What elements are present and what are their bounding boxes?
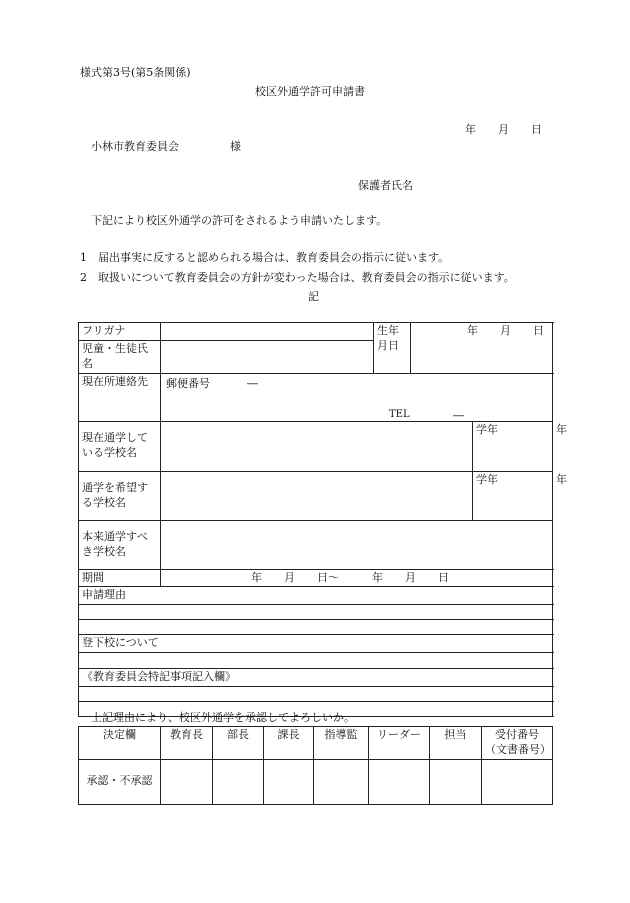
reason-label: 申請理由 — [79, 587, 553, 605]
addressee: 小林市教育委員会 — [91, 140, 179, 153]
postal-code-label: 郵便番号 — [166, 376, 210, 390]
col-receipt — [482, 727, 553, 760]
application-table: フリガナ 生年月日 年 月 日 児童・生徒氏名 現在所連絡先 郵便番号 ― TEL ― 現在通学している学校名 学年 年 通学を希望する学校名 学年 年 本来通学すべき学校名 期間 年 月 日～ 年 月 日 申請理由 登下校について 《教育委員会特記事項記入欄》 — [78, 322, 553, 717]
receipt-number-label: 受付番号 — [495, 728, 539, 741]
desired-school-label: 通学を希望する学校名 — [79, 471, 161, 520]
col-superintendent: 教育長 — [161, 727, 213, 760]
approval-intro: 上記理由により、校区外通学を承認してよろしいか。 — [91, 711, 355, 724]
original-school-field[interactable] — [161, 520, 553, 569]
stamp-director[interactable] — [213, 759, 264, 804]
stamp-supervisor[interactable] — [314, 759, 369, 804]
address-field[interactable] — [161, 373, 553, 421]
board-notes-label: 《教育委員会特記事項記入欄》 — [79, 669, 553, 687]
stamp-superintendent[interactable] — [161, 759, 213, 804]
birth-date-field[interactable]: 年 月 日 — [411, 323, 553, 374]
request-statement: 下記により校区外通学の許可をされるよう申請いたします。 — [91, 214, 388, 227]
reason-line-1[interactable] — [79, 605, 553, 620]
original-school-label: 本来通学すべき学校名 — [79, 520, 161, 569]
tel-label: TEL — [389, 408, 410, 420]
condition-2: 2 取扱いについて教育委員会の方針が変わった場合は、教育委員会の指示に従います。 — [80, 271, 515, 284]
guardian-name-label: 保護者氏名 — [358, 179, 413, 192]
current-grade-label: 学年 — [473, 421, 553, 471]
approval-table — [78, 726, 553, 805]
decision-label: 決定欄 — [79, 727, 161, 760]
approval-result: 承認・不承認 — [79, 759, 161, 804]
postal-dash: ― — [247, 376, 258, 390]
col-staff: 担当 — [430, 727, 482, 760]
honorific: 様 — [230, 140, 241, 153]
student-name-field[interactable] — [161, 340, 374, 373]
address-label: 現在所連絡先 — [79, 373, 161, 421]
condition-1: 1 届出事実に反すると認められる場合は、教育委員会の指示に従います。 — [80, 251, 450, 264]
commute-line[interactable] — [79, 653, 553, 669]
birth-date-label: 生年月日 — [374, 323, 411, 374]
form-number: 様式第3号(第5条関係) — [80, 66, 191, 79]
period-label: 期間 — [79, 569, 161, 587]
current-school-field[interactable] — [161, 421, 473, 471]
col-section-chief: 課長 — [264, 727, 314, 760]
document-number-label: （文書番号） — [485, 742, 551, 756]
col-leader: リーダー — [369, 727, 430, 760]
reason-line-2[interactable] — [79, 620, 553, 635]
furigana-field[interactable] — [161, 323, 374, 341]
stamp-receipt[interactable] — [482, 759, 553, 804]
desired-grade-label: 学年 — [473, 471, 553, 520]
submission-date: 年 月 日 — [465, 123, 542, 136]
stamp-leader[interactable] — [369, 759, 430, 804]
desired-school-field[interactable] — [161, 471, 473, 520]
furigana-label: フリガナ — [79, 323, 161, 341]
col-supervisor: 指導監 — [314, 727, 369, 760]
ki-heading: 記 — [308, 290, 319, 303]
stamp-section-chief[interactable] — [264, 759, 314, 804]
document-title: 校区外通学許可申請書 — [255, 85, 365, 98]
tel-dash: ― — [453, 408, 464, 422]
stamp-staff[interactable] — [430, 759, 482, 804]
col-director: 部長 — [213, 727, 264, 760]
student-name-label: 児童・生徒氏名 — [79, 340, 161, 373]
commute-label: 登下校について — [79, 635, 553, 653]
board-notes-line-1[interactable] — [79, 686, 553, 701]
current-school-label: 現在通学している学校名 — [79, 421, 161, 471]
period-field[interactable]: 年 月 日～ 年 月 日 — [161, 569, 553, 587]
